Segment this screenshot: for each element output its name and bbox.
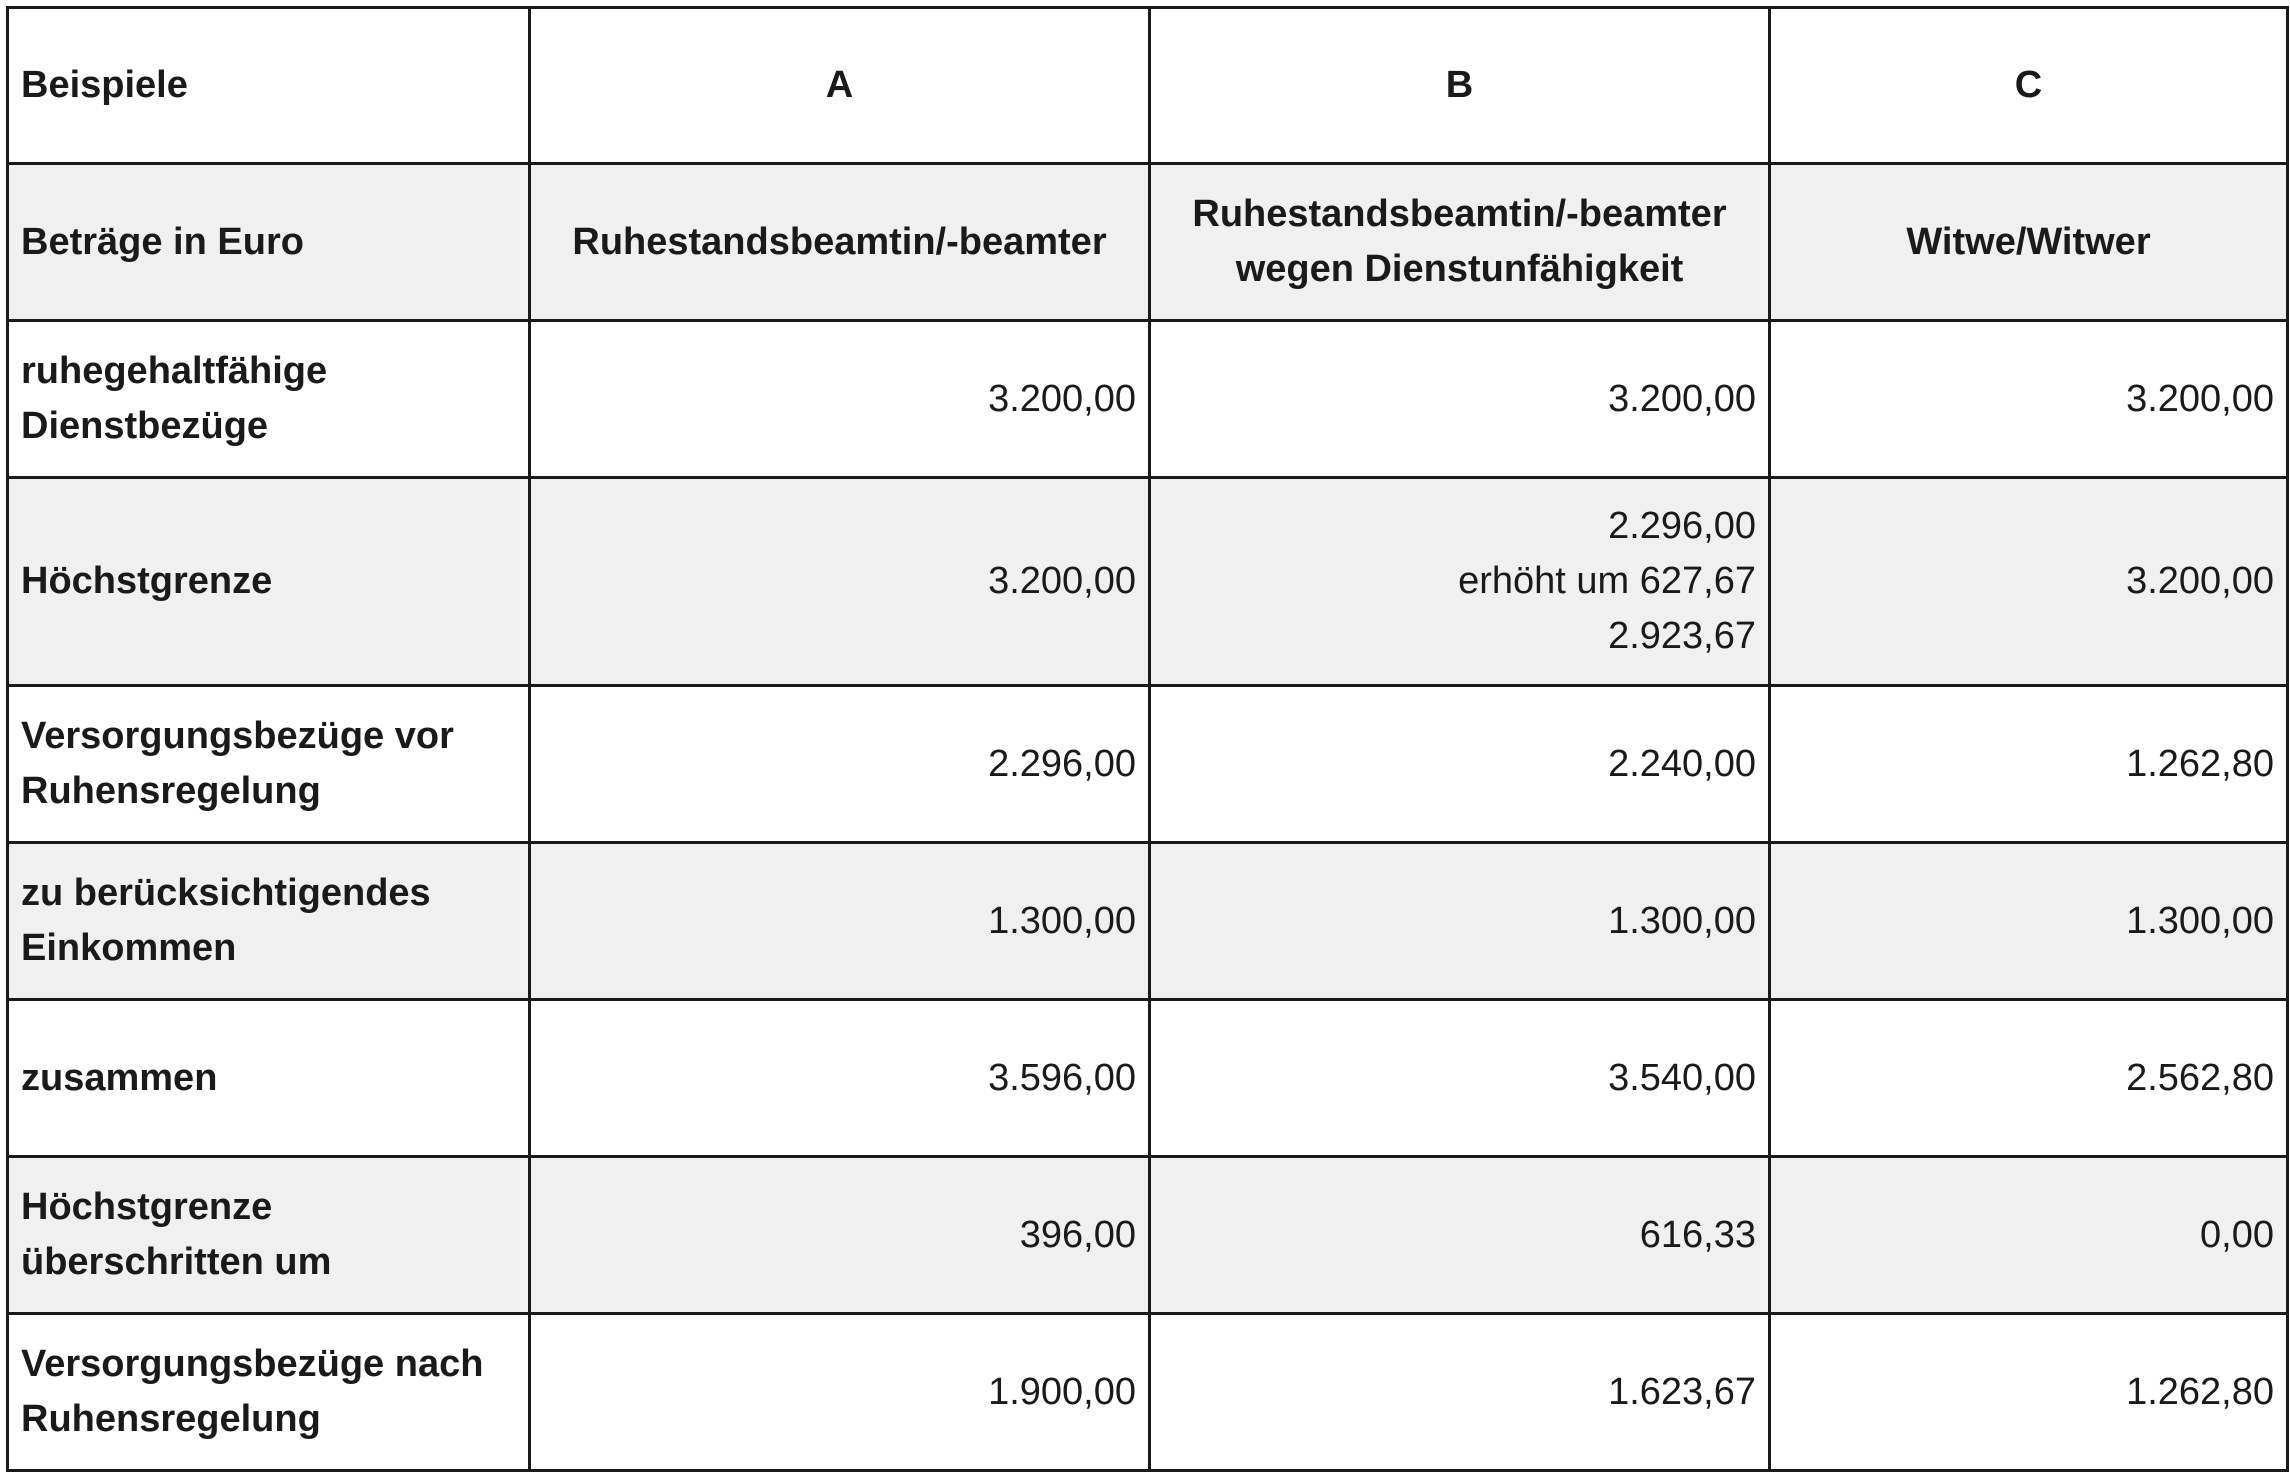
column-letter-b: B	[1150, 8, 1770, 164]
table-row	[8, 321, 2288, 478]
value-c: 3.200,00	[1770, 478, 2288, 686]
table-row	[8, 1314, 2288, 1471]
column-letter-a: A	[530, 8, 1150, 164]
row-label: Höchstgrenze	[8, 478, 530, 686]
row-label	[8, 843, 530, 1000]
row-label-line2: Ruhensregelung	[21, 770, 321, 812]
value-b	[1150, 478, 1770, 686]
value-b: 1.300,00	[1150, 843, 1770, 1000]
row-label-line2: Dienstbezüge	[21, 405, 269, 447]
value-c: 3.200,00	[1770, 321, 2288, 478]
column-a-description: Ruhestandsbeamtin/-beamter	[530, 164, 1150, 321]
value-b: 1.623,67	[1150, 1314, 1770, 1471]
table-title: Beispiele	[8, 8, 530, 164]
value-b-line3: 2.923,67	[1608, 615, 1756, 657]
column-b-description-line1: Ruhestandsbeamtin/-beamter	[1192, 193, 1727, 235]
row-label-line1: ruhegehaltfähige	[21, 350, 328, 392]
value-a: 3.200,00	[530, 321, 1150, 478]
value-a: 1.300,00	[530, 843, 1150, 1000]
row-label	[8, 321, 530, 478]
column-letter-c: C	[1770, 8, 2288, 164]
row-label: zusammen	[8, 1000, 530, 1157]
column-c-description: Witwe/Witwer	[1770, 164, 2288, 321]
value-b: 616,33	[1150, 1157, 1770, 1314]
amounts-unit-label: Beträge in Euro	[8, 164, 530, 321]
row-label-line2: überschritten um	[21, 1241, 332, 1283]
row-label-line1: Höchstgrenze	[21, 1186, 273, 1228]
row-label	[8, 1157, 530, 1314]
value-a: 2.296,00	[530, 686, 1150, 843]
ruhens-example-table	[6, 6, 2289, 1472]
row-label	[8, 1314, 530, 1471]
value-c: 1.262,80	[1770, 1314, 2288, 1471]
row-label-line1: Versorgungsbezüge nach	[21, 1343, 484, 1385]
table-row	[8, 478, 2288, 686]
value-b: 3.540,00	[1150, 1000, 1770, 1157]
column-b-description-line2: wegen Dienstunfähigkeit	[1235, 248, 1684, 290]
value-b: 2.240,00	[1150, 686, 1770, 843]
header-row-descriptions	[8, 164, 2288, 321]
value-c: 2.562,80	[1770, 1000, 2288, 1157]
value-b-line1: 2.296,00	[1608, 505, 1756, 547]
table-row	[8, 1157, 2288, 1314]
value-a: 1.900,00	[530, 1314, 1150, 1471]
value-c: 1.262,80	[1770, 686, 2288, 843]
value-c: 0,00	[1770, 1157, 2288, 1314]
row-label-line2: Einkommen	[21, 927, 237, 969]
value-a: 396,00	[530, 1157, 1150, 1314]
row-label	[8, 686, 530, 843]
table-row	[8, 1000, 2288, 1157]
value-b-line2: erhöht um 627,67	[1458, 560, 1756, 602]
row-label-line1: zu berücksichtigendes	[21, 872, 431, 914]
table-row	[8, 843, 2288, 1000]
row-label-line2: Ruhensregelung	[21, 1398, 321, 1440]
value-c: 1.300,00	[1770, 843, 2288, 1000]
header-row-letters	[8, 8, 2288, 164]
value-a: 3.596,00	[530, 1000, 1150, 1157]
value-b: 3.200,00	[1150, 321, 1770, 478]
table-row	[8, 686, 2288, 843]
row-label-line1: Versorgungsbezüge vor	[21, 715, 454, 757]
column-b-description	[1150, 164, 1770, 321]
value-a: 3.200,00	[530, 478, 1150, 686]
